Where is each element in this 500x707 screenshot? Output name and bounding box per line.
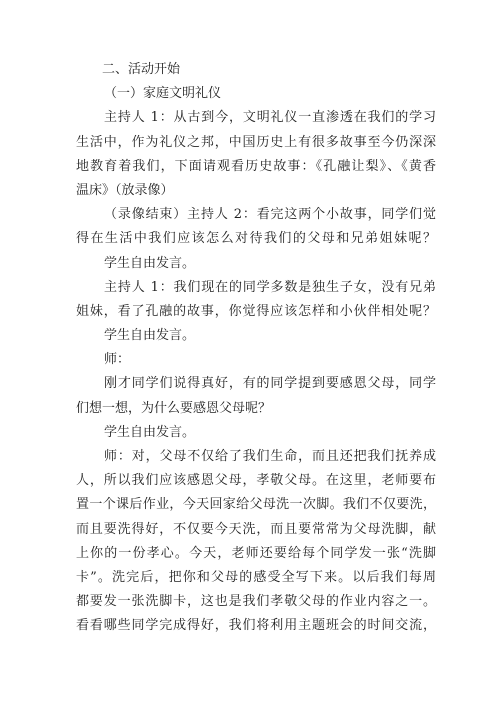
paragraph-line: 师： (104, 352, 131, 368)
paragraph-line: 人，所以我们应该感恩父母，孝敬父母。在这里，老师要布 (76, 473, 436, 489)
paragraph-line: 生活中，作为礼仪之邦，中国历史上有很多故事至今仍深深 (76, 134, 436, 150)
document-page (76, 58, 436, 639)
paragraph-line: 看看哪些同学完成得好，我们将利用主题班会的时间交流， (76, 618, 436, 634)
paragraph-line: 刚才同学们说得真好，有的同学提到要感恩父母，同学 (104, 376, 436, 392)
paragraph-line: 上你的一份孝心。今天，老师还要给每个同学发一张“洗脚 (76, 545, 436, 561)
paragraph-line: 们想一想，为什么要感恩父母呢？ (76, 400, 272, 416)
paragraph-line: 学生自由发言。 (104, 424, 196, 440)
paragraph-line: 地教育着我们，下面请观看历史故事：《孔融让梨》、《黄香 (76, 158, 436, 174)
paragraph-line: 置一个课后作业，今天回家给父母洗一次脚。我们不仅要洗， (76, 497, 436, 513)
paragraph-line: 主持人 1：从古到今，文明礼仪一直渗透在我们的学习 (104, 110, 436, 126)
section-heading: 二、活动开始 (102, 62, 181, 77)
paragraph-line: 都要发一张洗脚卡，这也是我们孝敬父母的作业内容之一。 (76, 594, 436, 610)
paragraph-line: 学生自由发言。 (104, 328, 196, 344)
paragraph-line: 学生自由发言。 (104, 255, 196, 271)
paragraph-line: 温床》（放录像） (76, 182, 174, 198)
paragraph-line: 卡”。洗完后，把你和父母的感受全写下来。以后我们每周 (76, 569, 436, 585)
paragraph-line: 姐妹，看了孔融的故事，你觉得应该怎样和小伙伴相处呢？ (76, 303, 436, 319)
subsection-heading: （一）家庭文明礼仪 (104, 86, 222, 102)
paragraph-line: 主持人 1：我们现在的同学多数是独生子女，没有兄弟 (104, 279, 436, 295)
paragraph-line: 得在生活中我们应该怎么对待我们的父母和兄弟姐妹呢？ (76, 231, 436, 247)
paragraph-line: 师：对，父母不仅给了我们生命，而且还把我们抚养成 (104, 449, 436, 464)
paragraph-line: 而且要洗得好，不仅要今天洗，而且要常常为父母洗脚，献 (76, 521, 436, 537)
paragraph-line: （录像结束）主持人 2：看完这两个小故事，同学们觉 (104, 207, 436, 223)
